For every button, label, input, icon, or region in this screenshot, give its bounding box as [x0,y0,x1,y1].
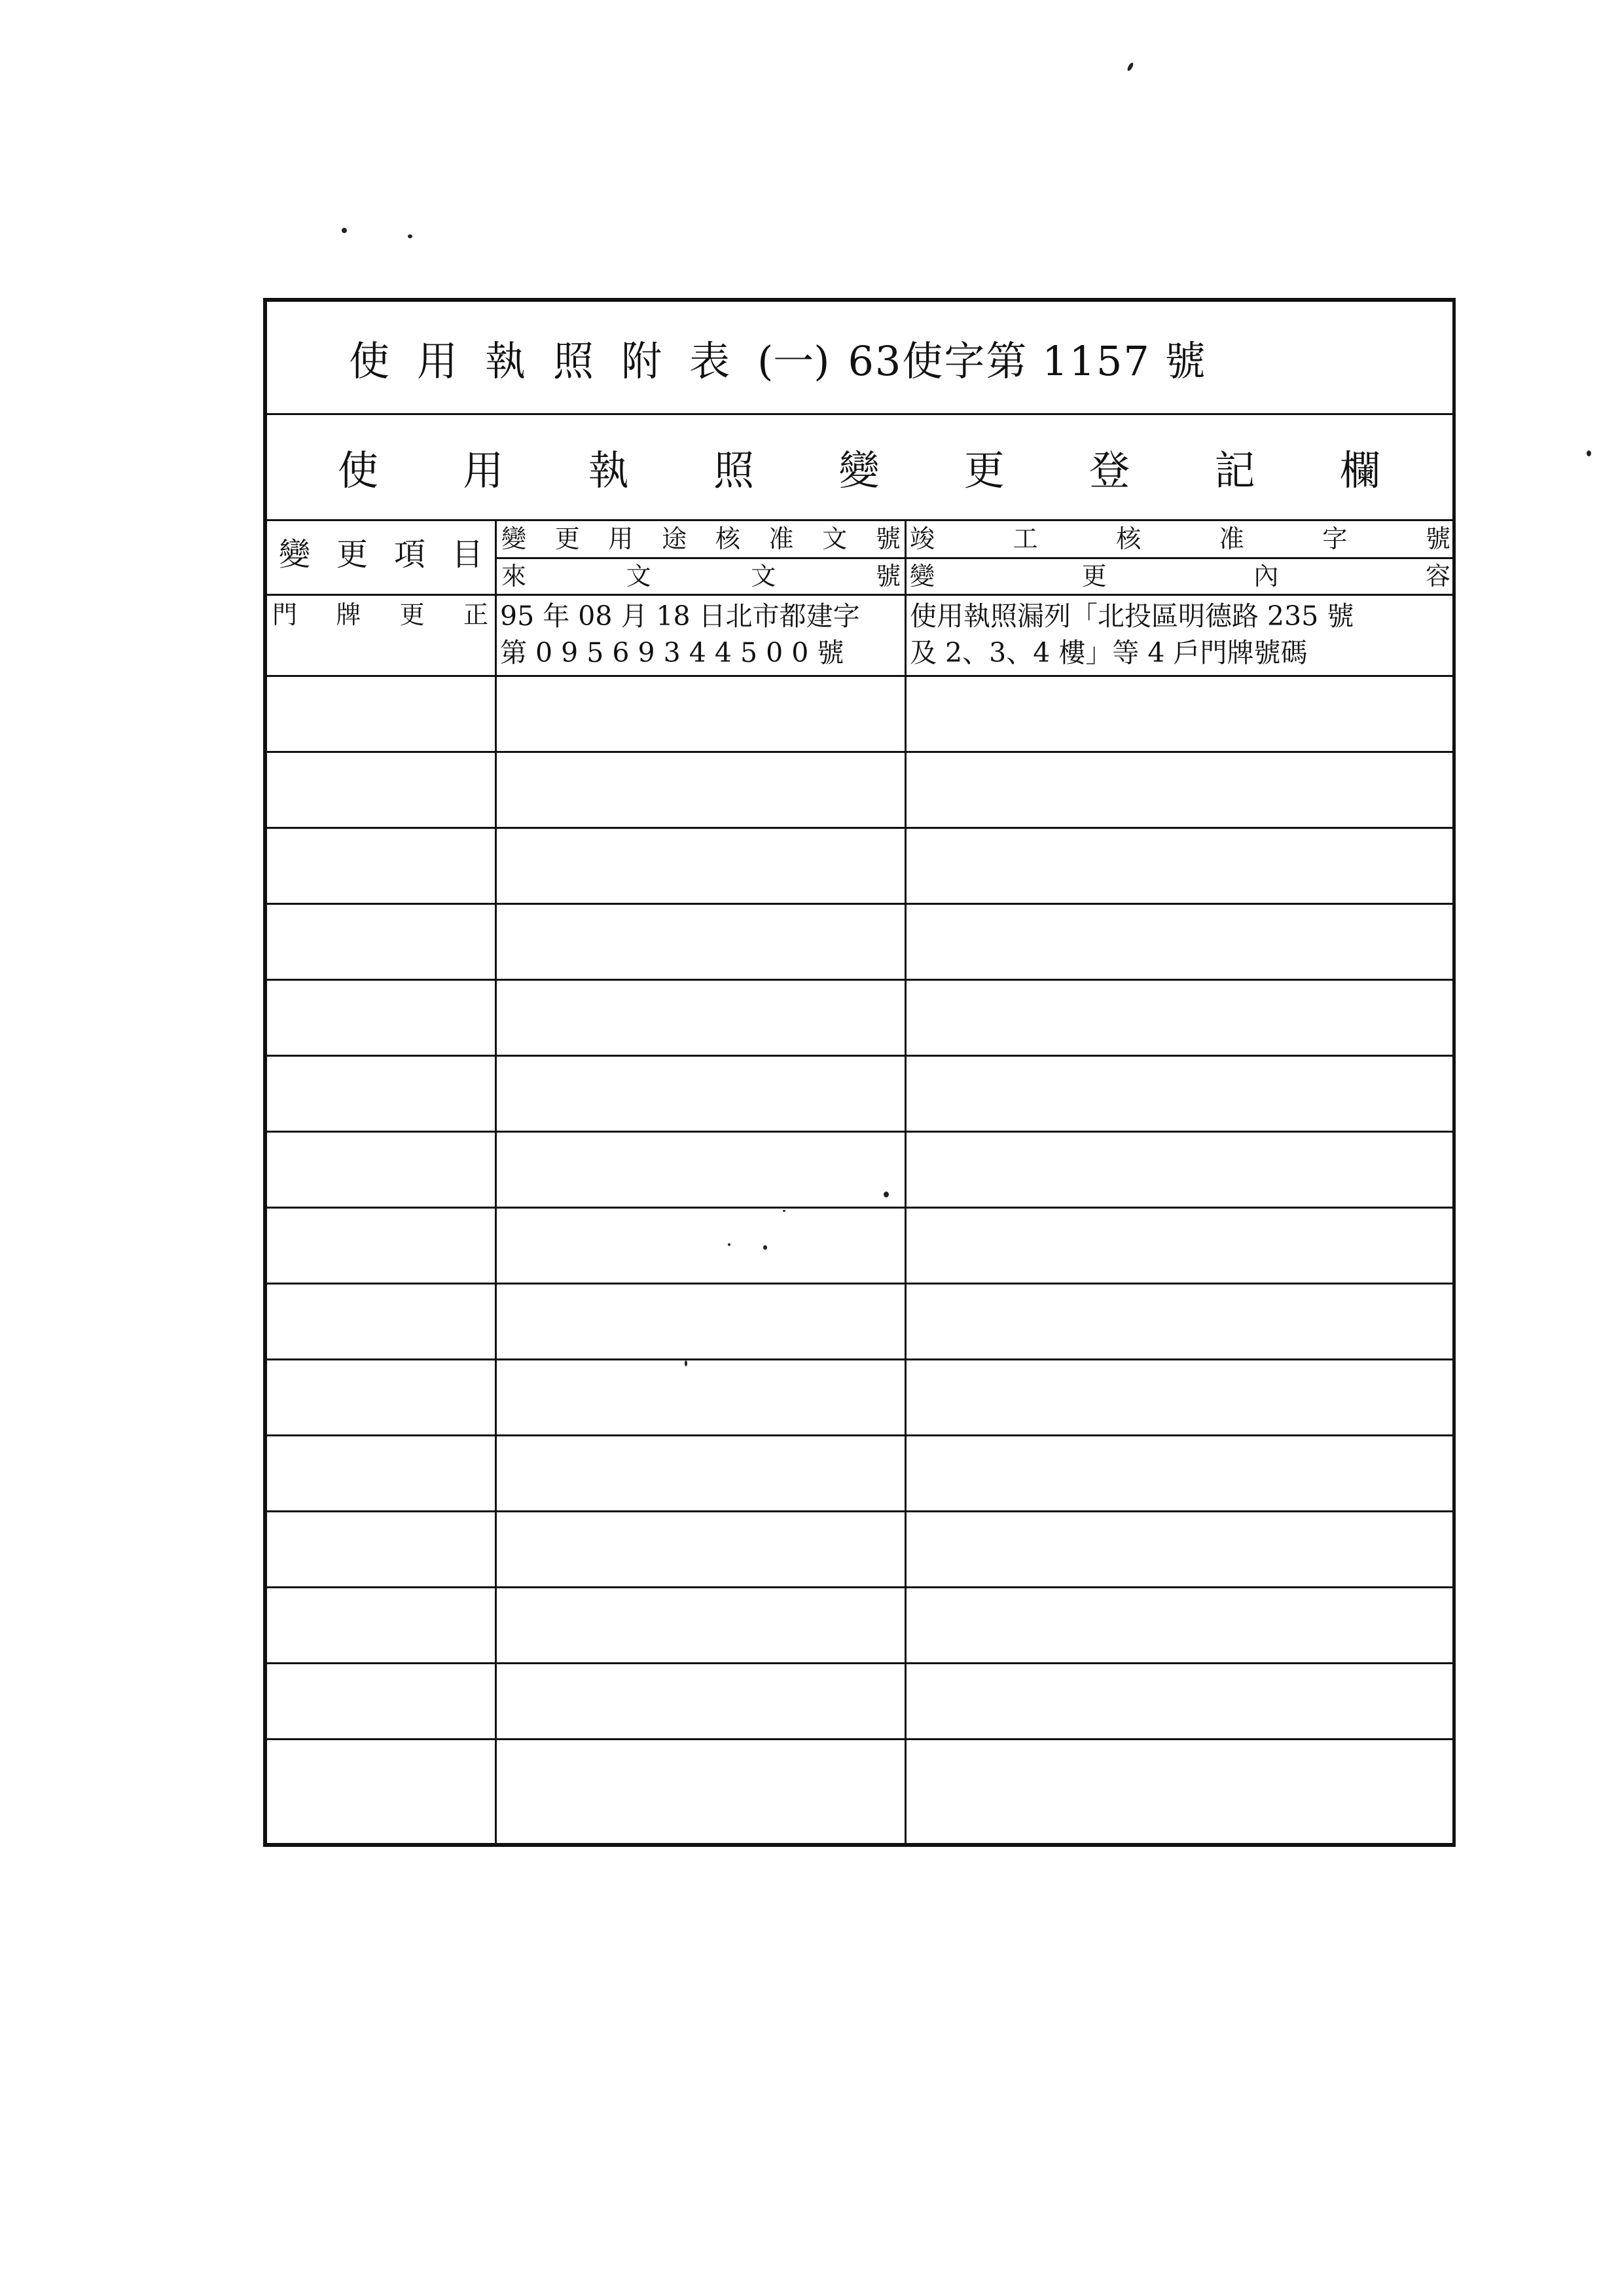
table-row-divider [267,1434,1452,1436]
title-char: 用 [417,337,467,385]
table-row-divider [267,1586,1452,1588]
title-char: 照 [553,337,603,385]
table-row-divider [267,1055,1452,1057]
title-char: (一) [757,337,830,385]
heading-char: 欄 [1339,446,1380,494]
table-row-divider [267,1207,1452,1209]
heading-char: 記 [1214,446,1255,494]
entry-item: 門 牌 更 正 [272,600,488,629]
table-row-divider [267,1131,1452,1133]
license-number: 63使字第 1157 號 [848,337,1207,385]
heading-char: 執 [588,446,629,494]
heading-char: 更 [963,446,1005,494]
entry-change-content: 使用執照漏列「北投區明德路 235 號 及 2、3、4 樓」等 4 戶門牌號碼 [910,600,1354,668]
entry-doc-no: 95 年 08 月 18 日北市都建字 第 0 9 5 6 9 3 4 4 5 0 0 號 [500,600,860,668]
header-incoming-doc-no: 來 文 文 號 [501,562,901,591]
table-row-divider [267,1283,1452,1285]
header-completion-approval-no: 竣 工 核 准 字 號 [910,524,1450,553]
scan-speck [1587,450,1591,456]
license-appendix-table [263,298,1456,1847]
table-row-divider [267,903,1452,905]
table-row-divider [267,1358,1452,1360]
heading-char: 變 [838,446,880,494]
table-title [267,302,1452,413]
header-change-item: 變 更 項 目 [279,536,483,573]
heading-char: 使 [338,446,379,494]
table-row-divider [267,1510,1452,1512]
scan-speck [408,234,412,238]
scan-speck [1126,62,1134,71]
table-row-divider [267,751,1452,753]
section-heading [267,414,1452,519]
heading-char: 登 [1089,446,1130,494]
title-char: 表 [689,337,740,385]
heading-char: 用 [463,446,504,494]
title-char: 附 [621,337,672,385]
table-row-divider [267,1662,1452,1664]
table-row-divider [267,979,1452,981]
heading-char: 照 [713,446,755,494]
header-approval-doc-no: 變 更 用 途 核 准 文 號 [501,524,901,553]
scan-speck [342,228,347,233]
table-row-divider [267,827,1452,829]
title-char: 執 [485,337,535,385]
title-char: 使 [349,337,399,385]
table-row-divider [267,1738,1452,1740]
header-change-content: 變 更 內 容 [910,562,1450,591]
